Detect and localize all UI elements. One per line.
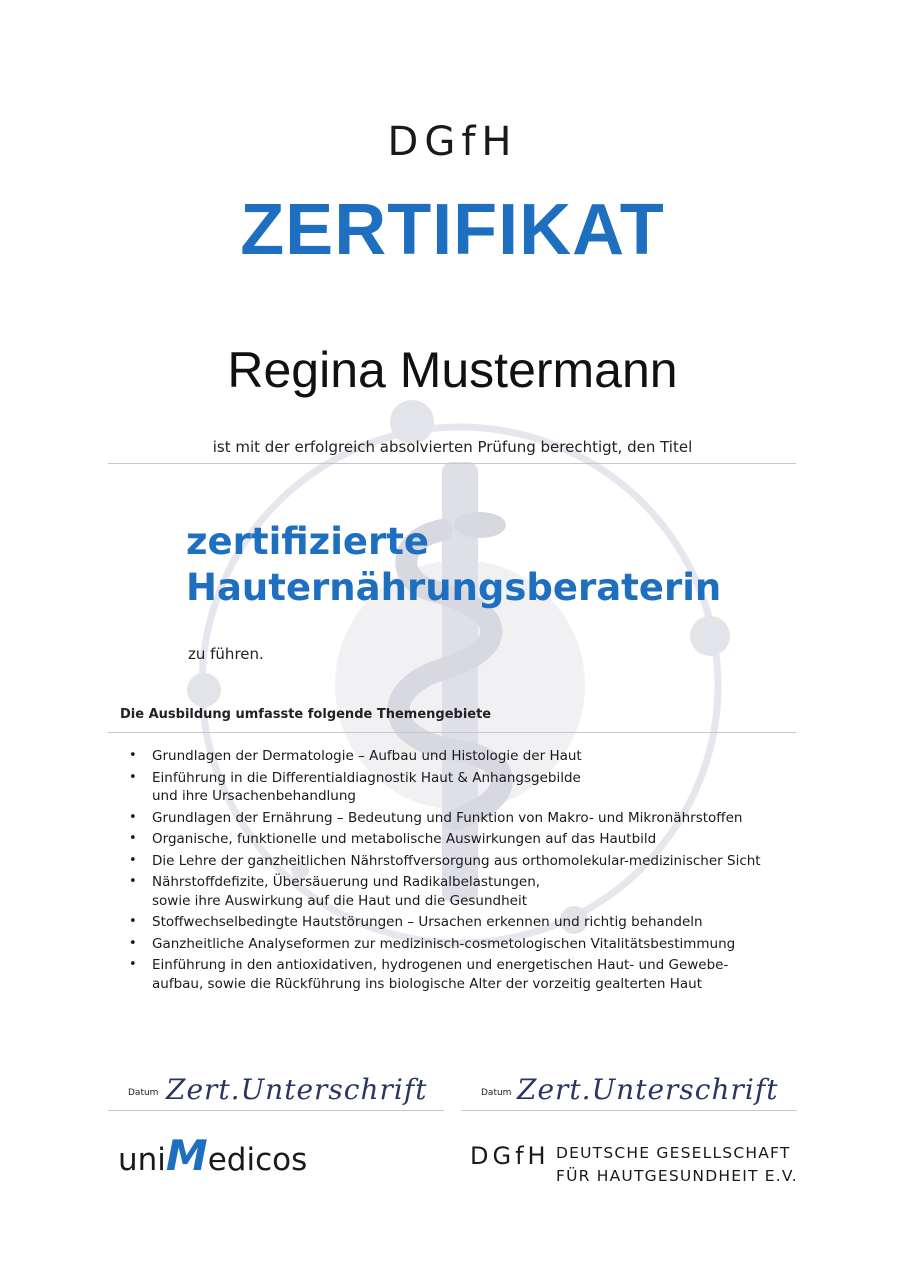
bullet-icon: • <box>129 874 137 889</box>
signature-right <box>461 1062 797 1110</box>
signature-left <box>108 1062 444 1110</box>
certificate-title: ZERTIFIKAT <box>240 190 665 270</box>
bullet-icon: • <box>129 831 137 846</box>
dgfh-footer-logo: DGfH <box>470 1142 550 1170</box>
bullet-icon: • <box>129 935 137 951</box>
signature-line-right <box>461 1110 797 1111</box>
list-item: • Stoffwechselbedingte Hautstörungen – Ursachen erkennen und richtig behandeln <box>129 914 703 930</box>
date-label: Datum <box>481 1088 512 1098</box>
list-item: • Grundlagen der Ernährung – Bedeutung und Funktion von Makro- und Mikronährstoffen <box>129 809 743 826</box>
list-item: • Nährstoffdefizite, Übersäuerung und Radikalbelastungen, sowie ihre Auswirkung auf die Haut und die Gesundheit <box>129 874 541 909</box>
list-item: • Einführung in die Differentialdiagnostik Haut & Anhangsgebilde und ihre Ursachenbehandlung <box>129 769 581 804</box>
divider-top <box>108 463 796 464</box>
bullet-icon: • <box>129 957 137 972</box>
signature-image: Zert.Unterschrift <box>517 1073 779 1106</box>
bullet-icon: • <box>129 748 137 763</box>
bullet-icon: • <box>129 852 137 868</box>
topics-list <box>120 747 810 996</box>
bullet-icon: • <box>129 809 137 825</box>
society-line-1: DEUTSCHE GESELLSCHAFT <box>556 1144 791 1162</box>
list-item: • Ganzheitliche Analyseformen zur medizinisch-cosmetologischen Vitalitätsbestimmung <box>129 935 736 952</box>
bullet-icon: • <box>129 769 137 785</box>
recipient-name: Regina Mustermann <box>227 342 678 398</box>
qualification-title <box>186 519 826 611</box>
list-item: • Grundlagen der Dermatologie – Aufbau und Histologie der Haut <box>129 748 582 764</box>
divider-topics <box>108 732 796 733</box>
dgfh-logo: DGfH <box>387 119 518 165</box>
qualification-line-2: Hauternährungsberaterin <box>186 566 722 609</box>
signature-image: Zert.Unterschrift <box>166 1073 428 1106</box>
topics-heading: Die Ausbildung umfasste folgende Themengebiete <box>120 707 492 722</box>
qualification-suffix: zu führen. <box>188 645 264 663</box>
society-name <box>556 1142 798 1188</box>
signature-line-left <box>108 1110 444 1111</box>
society-line-2: FÜR HAUTGESUNDHEIT E.V. <box>556 1167 798 1185</box>
intro-text: ist mit der erfolgreich absolvierten Prüfung berechtigt, den Titel <box>212 438 693 456</box>
list-item: • Organische, funktionelle und metabolische Auswirkungen auf das Hautbild <box>129 831 657 847</box>
list-item: • Einführung in den antioxidativen, hydrogenen und energetischen Haut- und Gewebe- aufbau, sowie die Rückführung ins biologische Alter der vorzeitig gealterten Haut <box>129 957 729 992</box>
bullet-icon: • <box>129 914 137 929</box>
qualification-line-1: zertifizierte <box>186 520 430 563</box>
list-item: • Die Lehre der ganzheitlichen Nährstoffversorgung aus orthomolekular-medizinischer Sicht <box>129 852 761 869</box>
unimedicos-logo: uniMedicos <box>118 1131 308 1180</box>
date-label: Datum <box>128 1088 159 1098</box>
